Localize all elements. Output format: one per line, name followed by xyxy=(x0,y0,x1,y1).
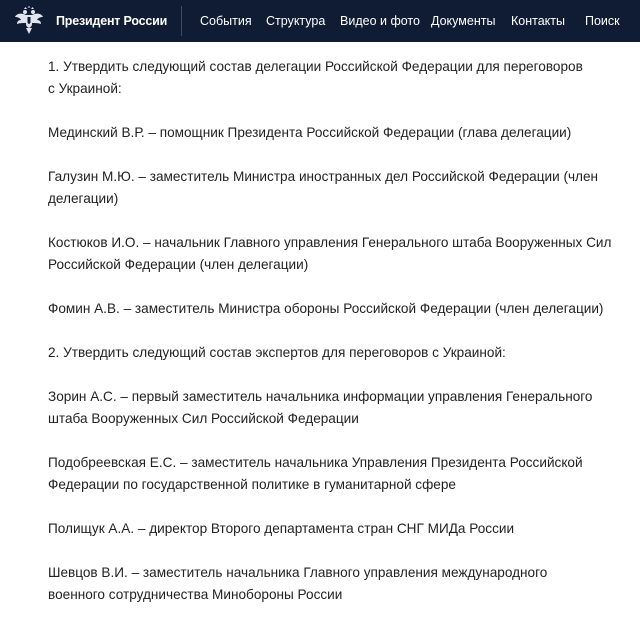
site-brand-link[interactable]: Президент России xyxy=(56,14,168,28)
paragraph-line: 2. Утвердить следующий состав экспертов для переговоров с Украиной: xyxy=(48,345,506,360)
paragraph-line: Шевцов В.И. – заместитель начальника Главного управления международного xyxy=(48,565,548,580)
paragraph xyxy=(48,518,623,540)
paragraph xyxy=(48,342,623,364)
paragraph-line: Полищук А.А. – директор Второго департамента стран СНГ МИДа России xyxy=(48,521,515,536)
nav-events[interactable]: События xyxy=(200,14,252,28)
nav-contacts[interactable]: Контакты xyxy=(511,14,565,28)
paragraph-line: Костюков И.О. – начальник Главного управления Генерального штаба Вооруженных Сил xyxy=(48,235,612,250)
paragraph xyxy=(48,452,623,496)
paragraph-line: Российской Федерации (член делегации) xyxy=(48,257,309,272)
nav-documents[interactable]: Документы xyxy=(431,14,496,28)
paragraph-line: с Украиной: xyxy=(48,81,122,96)
site-header xyxy=(0,0,640,42)
paragraph-line: Подобреевская Е.С. – заместитель начальника Управления Президента Российской xyxy=(48,455,583,470)
paragraph xyxy=(48,56,623,100)
nav-search[interactable]: Поиск xyxy=(585,14,620,28)
paragraph xyxy=(48,386,623,430)
paragraph xyxy=(48,166,623,210)
paragraph-line: Галузин М.Ю. – заместитель Министра иностранных дел Российской Федерации (член xyxy=(48,169,599,184)
paragraph xyxy=(48,562,623,606)
nav-structure[interactable]: Структура xyxy=(266,14,326,28)
paragraph xyxy=(48,122,623,144)
paragraph xyxy=(48,232,623,276)
paragraph-line: 1. Утвердить следующий состав делегации Российской Федерации для переговоров xyxy=(48,59,583,74)
document-body xyxy=(48,56,623,628)
paragraph xyxy=(48,298,623,320)
header-divider xyxy=(181,6,182,36)
paragraph-line: Зорин А.С. – первый заместитель начальника информации управления Генерального xyxy=(48,389,593,404)
paragraph-line: Фомин А.В. – заместитель Министра обороны Российской Федерации (член делегации) xyxy=(48,301,604,316)
paragraph-line: делегации) xyxy=(48,191,119,206)
paragraph-line: Федерации по государственной политике в гуманитарной сфере xyxy=(48,477,456,492)
double-headed-eagle-icon[interactable] xyxy=(14,6,44,36)
paragraph-line: штаба Вооруженных Сил Российской Федерации xyxy=(48,411,359,426)
paragraph-line: военного сотрудничества Минобороны России xyxy=(48,587,343,602)
nav-video-photo[interactable]: Видео и фото xyxy=(340,14,420,28)
paragraph-line: Мединский В.Р. – помощник Президента Российской Федерации (глава делегации) xyxy=(48,125,572,140)
